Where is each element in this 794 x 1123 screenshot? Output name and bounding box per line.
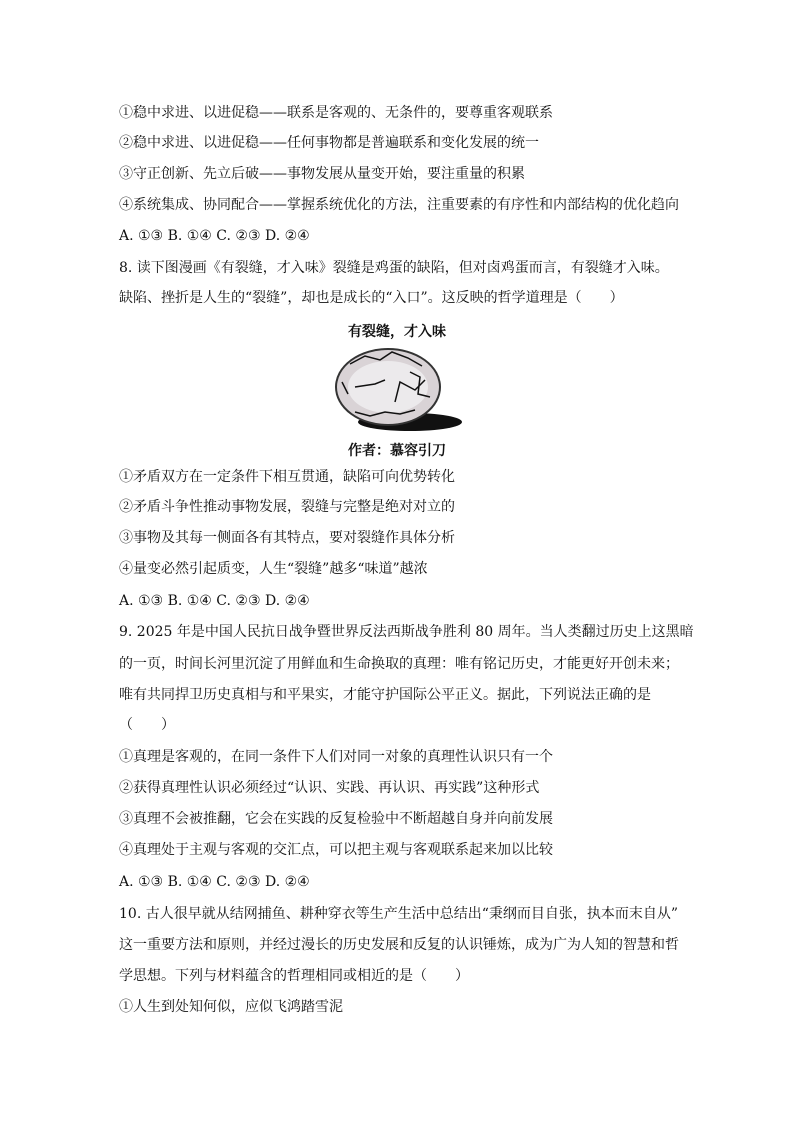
q9-option-4: ④真理处于主观与客观的交汇点，可以把主观与客观联系起来加以比较 xyxy=(119,842,553,858)
q9-stem-line-1: 9. 2025 年是中国人民抗日战争暨世界反法西斯战争胜利 80 周年。当人类翻过历史上这黑暗 xyxy=(119,624,694,640)
q8-option-2: ②矛盾斗争性推动事物发展，裂缝与完整是绝对对立的 xyxy=(119,499,455,515)
cartoon-title: 有裂缝，才入味 xyxy=(348,324,446,340)
q8-stem-line-1: 8. 读下图漫画《有裂缝，才入味》裂缝是鸡蛋的缺陷，但对卤鸡蛋而言，有裂缝才入味。 xyxy=(119,260,669,276)
q9-stem-line-4: （ ） xyxy=(119,717,175,733)
q8-option-4: ④量变必然引起质变，人生“裂缝”越多“味道”越浓 xyxy=(119,561,428,577)
q9-answers: A. ①③ B. ①④ C. ②③ D. ②④ xyxy=(119,874,310,890)
q7-option-4: ④系统集成、协同配合——掌握系统优化的方法，注重要素的有序性和内部结构的优化趋向 xyxy=(119,197,679,213)
q7-answers: A. ①③ B. ①④ C. ②③ D. ②④ xyxy=(119,228,310,244)
q10-stem-line-3: 学思想。下列与材料蕴含的哲理相同或相近的是（ ） xyxy=(119,968,469,984)
q7-option-3: ③守正创新、先立后破——事物发展从量变开始，要注重量的积累 xyxy=(119,166,525,182)
q9-option-3: ③真理不会被推翻，它会在实践的反复检验中不断超越自身并向前发展 xyxy=(119,811,553,827)
q8-answers: A. ①③ B. ①④ C. ②③ D. ②④ xyxy=(119,593,310,609)
q10-stem-line-2: 这一重要方法和原则，并经过漫长的历史发展和反复的认识锤炼，成为广为人知的智慧和哲 xyxy=(119,937,679,953)
q9-option-1: ①真理是客观的，在同一条件下人们对同一对象的真理性认识只有一个 xyxy=(119,749,553,765)
q8-stem-line-2: 缺陷、挫折是人生的“裂缝”，却也是成长的“入口”。这反映的哲学道理是（ ） xyxy=(119,290,624,306)
q10-stem-line-1: 10. 古人很早就从结网捕鱼、耕种穿衣等生产生活中总结出“秉纲而目自张，执本而末自从” xyxy=(119,906,679,922)
q7-option-2: ②稳中求进、以进促稳——任何事物都是普遍联系和变化发展的统一 xyxy=(119,135,539,151)
q7-option-1: ①稳中求进、以进促稳——联系是客观的、无条件的，要尊重客观联系 xyxy=(119,105,553,121)
q8-option-3: ③事物及其每一侧面各有其特点，要对裂缝作具体分析 xyxy=(119,530,455,546)
cartoon-author: 作者：慕容引刀 xyxy=(348,443,446,459)
cracked-egg-cartoon xyxy=(330,342,465,437)
q10-option-1: ①人生到处知何似，应似飞鸿踏雪泥 xyxy=(119,999,343,1015)
q9-stem-line-2: 的一页，时间长河里沉淀了用鲜血和生命换取的真理：唯有铭记历史，才能更好开创未来； xyxy=(119,656,679,672)
q8-option-1: ①矛盾双方在一定条件下相互贯通，缺陷可向优势转化 xyxy=(119,469,455,485)
q9-option-2: ②获得真理性认识必须经过“认识、实践、再认识、再实践”这种形式 xyxy=(119,780,540,796)
q9-stem-line-3: 唯有共同捍卫历史真相与和平果实，才能守护国际公平正义。据此，下列说法正确的是 xyxy=(119,687,651,703)
